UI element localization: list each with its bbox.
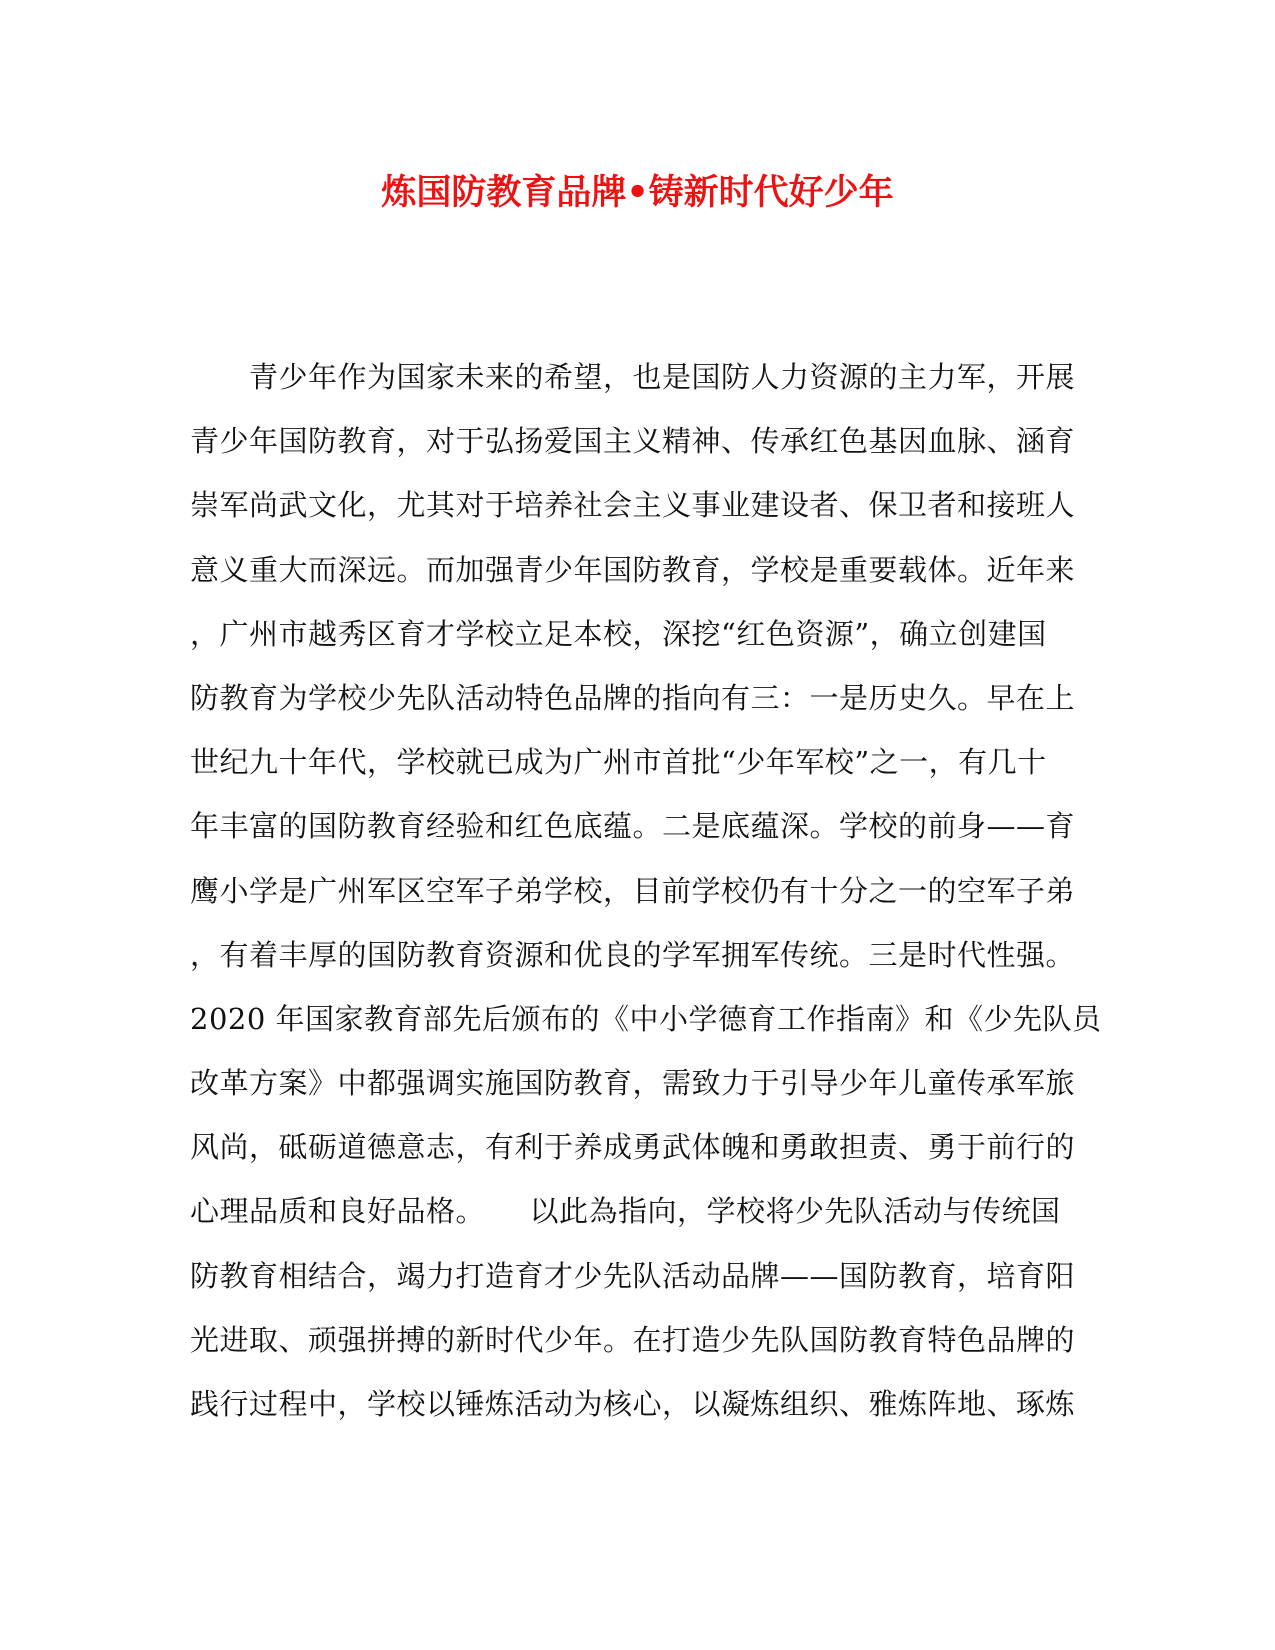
paragraph-line: 改革方案》中都强调实施国防教育，需致力于引导少年儿童传承军旅 <box>190 1066 1076 1101</box>
paragraph-line: 风尚，砥砺道德意志，有利于养成勇武体魄和勇敢担责、勇于前行的 <box>190 1130 1076 1165</box>
paragraph-line: 青少年作为国家未来的希望，也是国防人力资源的主力军，开展 <box>190 360 1076 394</box>
paragraph-line: 2020 年国家教育部先后颁布的《中小学德育工作指南》和《少先队员 <box>190 1001 1102 1036</box>
paragraph-line: ，有着丰厚的国防教育资源和优良的学军拥军传统。三是时代性强。 <box>190 937 1076 972</box>
document-title: 炼国防教育品牌•铸新时代好少年 <box>381 172 894 213</box>
paragraph-line: 心理品质和良好品格。 以此為指向，学校将少先队活动与传统国 <box>190 1194 1061 1229</box>
paragraph-line: 年丰富的国防教育经验和红色底蕴。二是底蕴深。学校的前身——育 <box>190 809 1076 844</box>
paragraph-line: 防教育相结合，竭力打造育才少先队活动品牌——国防教育，培育阳 <box>190 1258 1076 1293</box>
paragraph-line: ，广州市越秀区育才学校立足本校，深挖“红色资源”，确立创建国 <box>190 616 1047 651</box>
paragraph-line: 鹰小学是广州军区空军子弟学校，目前学校仍有十分之一的空军子弟 <box>190 873 1076 908</box>
paragraph-line: 青少年国防教育，对于弘扬爱国主义精神、传承红色基因血脉、涵育 <box>190 424 1076 459</box>
paragraph-line: 意义重大而深远。而加强青少年国防教育，学校是重要载体。近年来 <box>190 552 1076 587</box>
paragraph-line: 世纪九十年代，学校就已成为广州市首批“少年军校”之一，有几十 <box>190 745 1047 780</box>
document-body <box>190 345 1102 1436</box>
paragraph-line: 践行过程中，学校以锤炼活动为核心，以凝炼组织、雅炼阵地、琢炼 <box>190 1387 1076 1421</box>
paragraph-line: 崇军尚武文化，尤其对于培养社会主义事业建设者、保卫者和接班人 <box>190 488 1076 523</box>
paragraph-line: 防教育为学校少先队活动特色品牌的指向有三：一是历史久。早在上 <box>190 680 1076 715</box>
paragraph-line: 光进取、顽强拼搏的新时代少年。在打造少先队国防教育特色品牌的 <box>190 1322 1076 1357</box>
